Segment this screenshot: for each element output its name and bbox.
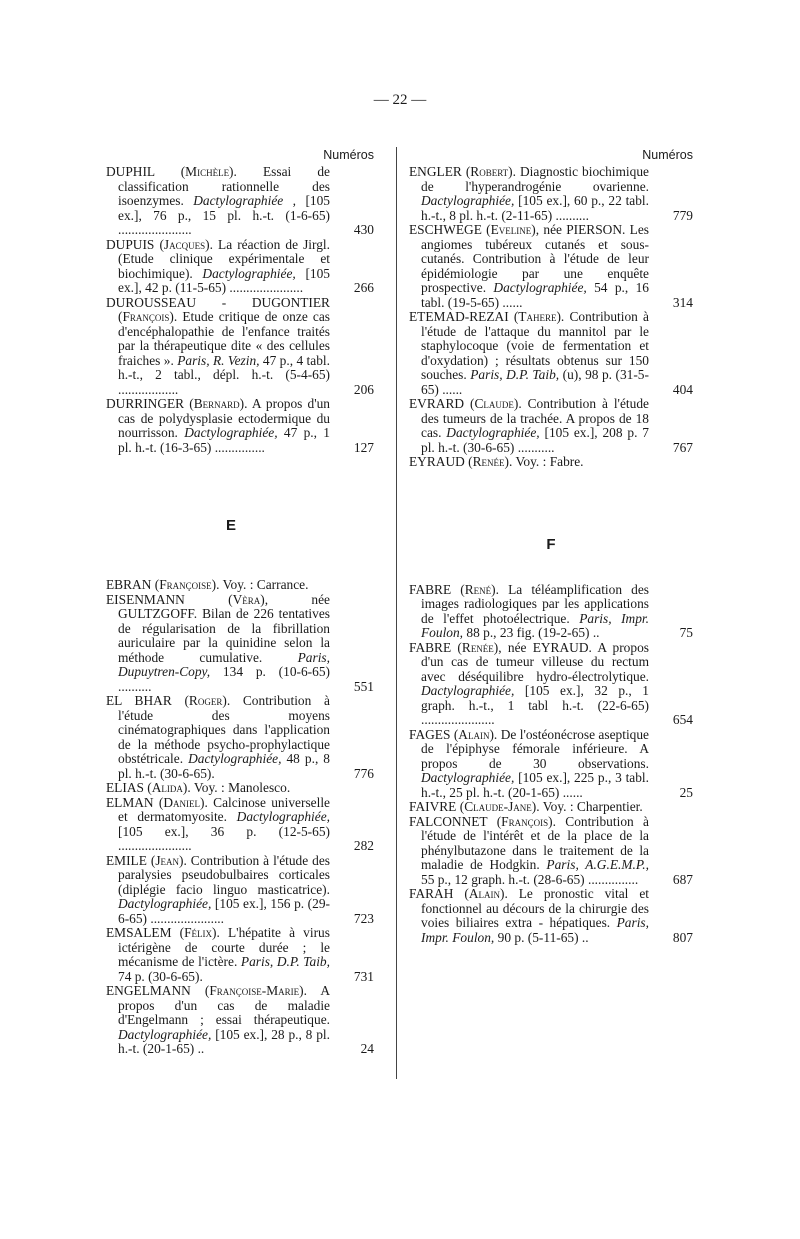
bibliography-entry: [409, 728, 693, 801]
author-first-name: (Françoise).: [154, 577, 220, 592]
publication-details: 134 p. (10-6-65) ..........: [118, 664, 330, 694]
bibliography-entry: [409, 583, 693, 641]
author-name: FAGES: [409, 726, 451, 742]
publisher: Dactylographiée,: [493, 280, 587, 295]
publication-details: [105 ex.], 156 p. (29-6-65) ......................: [118, 896, 330, 926]
thesis-title: Calcinose universelle et dermatomyosite.: [118, 794, 330, 824]
entry-number: 723: [353, 910, 374, 926]
author-name: FALCONNET: [409, 813, 488, 829]
bibliography-entry: [409, 223, 693, 310]
entry-number: 807: [672, 929, 693, 945]
thesis-title: Contribution à l'étude des tumeurs de la trachée. A propos de 18 cas.: [421, 396, 649, 440]
bibliography-entry: [409, 641, 693, 728]
author-first-name: (Alida).: [147, 780, 191, 795]
entry-number: 127: [353, 439, 374, 455]
bibliography-entry: [106, 238, 374, 296]
bibliography-entry: [106, 854, 374, 927]
entry-number: 776: [353, 765, 374, 781]
entry-number: 654: [672, 712, 693, 727]
publication-details: 55 p., 12 graph. h.-t. (28-6-65) ...............: [421, 871, 639, 887]
bibliography-entry: [106, 397, 374, 455]
author-first-name: (François).: [118, 309, 178, 324]
entry-number: 430: [353, 222, 374, 237]
thesis-title: De l'ostéonécrose aseptique de l'épiphyse fémorale inférieure. A propos de 30 observations.: [421, 726, 649, 771]
author-first-name: (François).: [496, 813, 556, 829]
publisher: Dactylographiée,: [421, 683, 515, 698]
thesis-title: Essai de classification rationnelle des isoenzymes.: [118, 164, 330, 208]
author-first-name: (Claude).: [469, 396, 522, 411]
publication-details: 47 p., 1 pl. h.-t. (16-3-65) ...............: [118, 425, 330, 455]
bibliography-entry: [106, 694, 374, 781]
author-first-name: (Alain).: [464, 886, 508, 901]
entry-number: 687: [672, 871, 693, 887]
entry-number: 731: [353, 968, 374, 984]
bibliography-entry: [106, 984, 374, 1057]
right-entries-top: [409, 165, 693, 470]
author-name: DUPHIL: [106, 164, 155, 179]
author-first-name: (Jean).: [150, 852, 187, 868]
entry-number: 75: [679, 625, 693, 640]
bibliography-entry: [106, 296, 374, 398]
entry-number: 24: [360, 1041, 374, 1056]
bibliography-entry: [106, 781, 374, 796]
author-first-name: (Vèra),: [228, 591, 269, 607]
publication-details: [105 ex.], 42 p. (11-5-65) ......................: [118, 265, 330, 295]
author-name: FARAH: [409, 886, 454, 901]
author-name: ELIAS: [106, 780, 144, 795]
thesis-title: Diagnostic biochimique de l'hyperandrogénie ovarienne.: [421, 164, 649, 194]
right-entries-f: [409, 583, 693, 946]
entry-number: 779: [672, 207, 693, 223]
publication-details: [105 ex.], 32 p., 1 graph. h.-t., 1 tabl h.-t. (22-6-65) ......................: [421, 683, 649, 727]
publisher: Paris, D.P. Taib,: [470, 367, 560, 382]
author-first-name: (Jacques).: [159, 236, 213, 252]
author-first-name: (Tahere).: [513, 309, 565, 324]
bibliography-entry: [409, 455, 693, 470]
thesis-title: Contribution à l'étude des moyens cinématographiques dans l'application de la méthode psycho-prophylactique obstétricale.: [118, 693, 330, 766]
thesis-title: Voy. : Carrance.: [222, 577, 309, 592]
publisher: Dactylographiée,: [202, 265, 296, 281]
thesis-title: La réaction de Jirgl. (Etude clinique expérimentale et biochimique).: [118, 236, 330, 281]
author-name: EYRAUD: [409, 454, 465, 469]
bibliography-entry: [409, 815, 693, 888]
author-name: EISENMANN: [106, 591, 185, 607]
publisher: Dactylographiée,: [188, 751, 282, 766]
thesis-title: Contribution à l'étude de l'intérêt et de la place de la phénylbutazone dans le traitement de la maladie de Hodgkin.: [421, 813, 649, 872]
publisher: Paris, Impr. Foulon,: [421, 610, 649, 640]
publisher: Dactylographiée,: [421, 193, 515, 208]
column-divider: [396, 147, 397, 1079]
column-header: Numéros: [642, 148, 693, 162]
author-first-name: (Félix).: [179, 925, 220, 940]
publisher: Dactylographiée,: [118, 1026, 212, 1042]
entry-number: 282: [353, 838, 374, 853]
publication-details: [105 ex.], 28 p., 8 pl. h.-t. (20-1-65) ..: [118, 1026, 330, 1056]
column-header: Numéros: [323, 148, 374, 162]
left-entries-top: [106, 165, 374, 455]
thesis-title: L'hépatite à virus ictérigène de courte durée ; le mécanisme de l'ictère.: [118, 925, 330, 969]
publisher: Paris, A.G.E.M.P.,: [546, 857, 649, 872]
publication-details: [105 ex.], 60 p., 22 tabl. h.-t., 8 pl. h.-t. (2-11-65) ..........: [421, 193, 649, 223]
author-name: EBRAN: [106, 577, 152, 592]
publication-details: [105 ex.], 208 p. 7 pl. h.-t. (30-6-65) ...........: [421, 425, 649, 455]
thesis-title: Voy. : Charpentier.: [542, 799, 643, 814]
thesis-title: née GULTZGOFF. Bilan de 226 tentatives de régularisation de la fibrillation auriculaire par la quinidine selon la méthode cumulative.: [118, 591, 330, 665]
publisher: Dactylographiée,: [118, 896, 212, 911]
entry-number: 551: [353, 678, 374, 694]
publisher: Paris, Dupuytren-Copy,: [118, 649, 330, 679]
thesis-title: A propos d'un cas de polydysplasie ectodermique du nourrisson.: [118, 396, 330, 440]
publisher: Dactylographiée,: [446, 425, 540, 440]
author-name: DUROUSSEAU - DUGONTIER: [106, 294, 330, 310]
author-first-name: (Michèle).: [180, 164, 237, 179]
author-name: FABRE: [409, 581, 452, 597]
bibliography-entry: [106, 578, 374, 593]
author-name: EMSALEM: [106, 925, 172, 940]
author-name: EVRARD: [409, 396, 465, 411]
section-letter-e: E: [226, 517, 237, 534]
thesis-title: Voy. : Manolesco.: [193, 780, 291, 795]
publisher: Dactylographiée,: [184, 425, 278, 440]
publisher: Paris, R. Vezin,: [177, 352, 260, 368]
bibliography-entry: [106, 926, 374, 984]
author-first-name: (Robert).: [465, 164, 516, 179]
author-first-name: (Eveline),: [486, 222, 540, 237]
bibliography-entry: [409, 310, 693, 397]
thesis-title: Etude critique de onze cas d'encéphalopathie de l'enfance traités par la thérapeutique dite « des cellules fraiches ».: [118, 309, 330, 368]
thesis-title: Contribution à l'étude de l'attaque du mannitol par le staphylocoque (voie de fermentation et d'oxydation) ; résultats obtenus sur 150 souches.: [421, 309, 649, 382]
publication-details: 88 p., 23 fig. (19-2-65) ..: [466, 625, 600, 640]
publication-details: 90 p. (5-11-65) ..: [497, 929, 589, 945]
bibliography-entry: [106, 165, 374, 238]
publication-details: 74 p. (30-6-65).: [118, 968, 203, 984]
bibliography-entry: [409, 887, 693, 945]
author-name: DUPUIS: [106, 236, 155, 252]
author-name: EL BHAR: [106, 693, 172, 708]
publication-details: 48 p., 8 pl. h.-t. (30-6-65).: [118, 751, 330, 781]
publication-details: [105 ex.], 76 p., 15 pl. h.-t. (1-6-65) ......................: [118, 193, 330, 237]
right-column: [409, 148, 693, 945]
thesis-title: A propos d'un cas de maladie d'Engelmann ; essai thérapeutique.: [118, 983, 330, 1027]
thesis-title: née EYRAUD. A propos d'un cas de tumeur villeuse du rectum avec déséquilibre hydro-électrolytique.: [421, 639, 649, 684]
thesis-title: La téléamplification des images radiologiques par les applications de l'effet photoélectrique.: [421, 581, 649, 626]
author-first-name: (Bernard).: [189, 396, 248, 411]
thesis-title: Le pronostic vital et fonctionnel au décours de la chirurgie des voies biliaires extra - hépatiques.: [421, 886, 649, 930]
author-first-name: (Renée).: [468, 454, 513, 469]
author-first-name: (Alain).: [453, 726, 498, 742]
author-first-name: (Françoise-Marie).: [204, 983, 307, 998]
author-name: DURRINGER: [106, 396, 185, 411]
author-name: ESCHWEGE: [409, 222, 482, 237]
publication-details: [105 ex.], 225 p., 3 tabl. h.-t., 25 pl. h.-t. (20-1-65) ......: [421, 770, 649, 800]
entry-number: 206: [353, 381, 374, 397]
author-name: ELMAN: [106, 794, 154, 810]
bibliography-entry: [409, 165, 693, 223]
thesis-title: Voy. : Fabre.: [515, 454, 584, 469]
author-first-name: (Renée),: [457, 639, 502, 655]
bibliography-entry: [106, 796, 374, 854]
thesis-title: Contribution à l'étude des paralysies pseudobulbaires corticales (diplégie facio linguo masticatrice).: [118, 852, 330, 897]
publisher: Dactylographiée,: [421, 770, 515, 785]
author-first-name: (René).: [460, 581, 499, 597]
publication-details: 54 p., 16 tabl. (19-5-65) ......: [421, 280, 649, 310]
publisher: Paris, D.P. Taib,: [240, 954, 330, 969]
author-name: FABRE: [409, 639, 452, 655]
entry-number: 767: [672, 439, 693, 455]
publisher: Paris, Impr. Foulon,: [421, 915, 649, 945]
author-name: ENGELMANN: [106, 983, 191, 998]
author-name: ENGLER: [409, 164, 462, 179]
author-first-name: (Roger).: [184, 693, 231, 708]
author-first-name: (Daniel).: [158, 794, 208, 810]
publisher: Dactylographiée,: [236, 809, 330, 824]
publisher: Dactylographiée ,: [193, 193, 297, 208]
author-first-name: (Claude-Jane).: [459, 799, 540, 814]
author-name: FAIVRE: [409, 799, 457, 814]
publication-details: [105 ex.], 36 p. (12-5-65) ......................: [118, 823, 330, 853]
left-column: [106, 148, 374, 1057]
publication-details: 47 p., 4 tabl. h.-t., 2 tabl., dépl. h.-t. (5-4-65) ..................: [118, 352, 330, 397]
entry-number: 404: [672, 381, 693, 397]
entry-number: 314: [672, 294, 693, 310]
left-entries-e: [106, 578, 374, 1057]
entry-number: 25: [679, 784, 693, 800]
section-letter-f: F: [546, 535, 556, 553]
bibliography-entry: [409, 800, 693, 815]
thesis-title: née PIERSON. Les angiomes tubéreux cutanés et sous-cutanés. Contribution à l'étude de leur épidémiologie par une enquête prospective.: [421, 222, 649, 295]
bibliography-entry: [409, 397, 693, 455]
page-number: — 22 —: [373, 92, 427, 108]
entry-number: 266: [353, 280, 374, 295]
bibliography-entry: [106, 593, 374, 695]
author-name: EMILE: [106, 852, 147, 868]
publication-details: (u), 98 p. (31-5-65) ......: [421, 367, 649, 397]
author-name: ETEMAD-REZAI: [409, 309, 509, 324]
